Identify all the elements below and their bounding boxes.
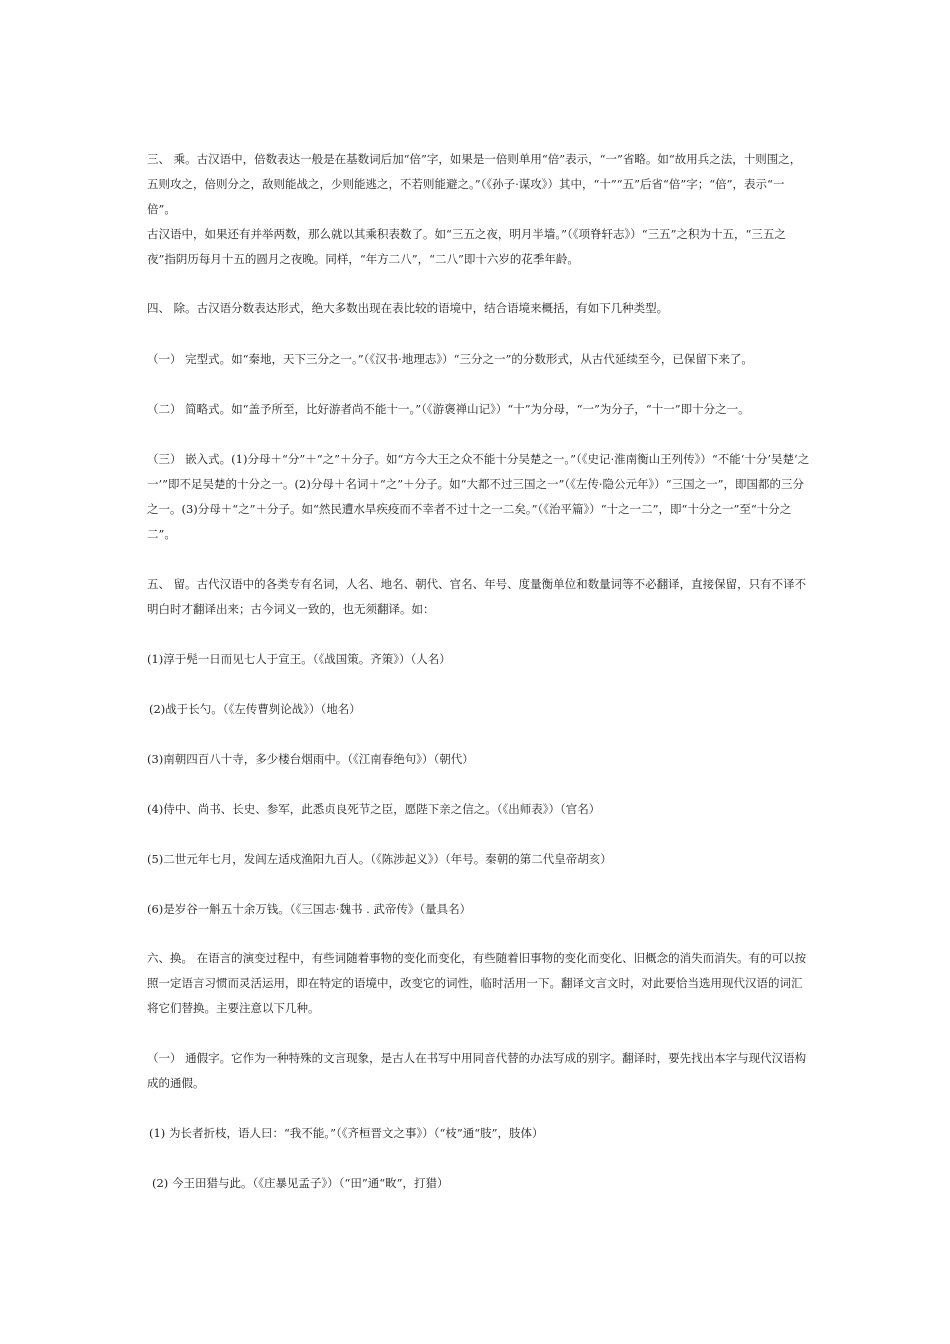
example-dynasty: (3)南朝四百八十寺，多少楼台烟雨中。（《江南春绝句》）（朝代） xyxy=(147,752,474,766)
paragraph-divide: 四、 除。古汉语分数表达形式，绝大多数出现在表比较的语境中，结合语境来概括，有如下几种类型。 xyxy=(147,301,669,315)
example-loan-2: (2) 今王田猎与此。（《庄暴见孟子》）（“田”通“畋”，打猎） xyxy=(152,1176,449,1190)
paragraph-replace: 六、换。 在语言的演变过程中，有些词随着事物的变化而变化，有些随着旧事物的变化而变化、旧概念的消失而消失。有的可以按照一定语言习惯而灵活运用，即在特定的语境中，改变它的词性，临时活用一下。翻译文言文时，对此要恰当选用现代汉语的词汇将它们替换。主要注意以下几种。 xyxy=(147,951,807,1015)
paragraph-retain: 五、 留。古代汉语中的各类专有名词，人名、地名、朝代、官名、年号、度量衡单位和数量词等不必翻译，直接保留，只有不译不明白时才翻译出来；古今词义一致的，也无须翻译。如： xyxy=(147,577,807,616)
paragraph-multiply: 三、 乘。古汉语中，倍数表达一般是在基数词后加“倍”字，如果是一倍则单用“倍”表示，“一”省略。如“故用兵之法，十则围之，五则攻之，倍则分之，敌则能战之，少则能逃之，不若则能避之。”（《孙子·谋攻》）其中，“十”“五”后省“倍”字；“倍”，表示“一倍”。 xyxy=(147,152,802,216)
example-loan-1: (1) 为长者折枝，语人曰：“我不能。”（《齐桓晋文之事》）（“枝”通“肢”，肢体） xyxy=(149,1126,544,1140)
example-place-name: (2)战于长勺。（《左传曹刿论战》）（地名） xyxy=(149,702,361,716)
example-person-name: (1)淳于髡一日而见七人于宣王。（《战国策。齐策》）（人名） xyxy=(147,652,451,666)
example-measure: (6)是岁谷一斛五十余万钱。（《三国志·魏书 . 武帝传》（量具名） xyxy=(147,902,472,916)
example-official-title: (4)侍中、尚书、长史、参军，此悉贞良死节之臣，愿陛下亲之信之。（《出师表》）（官名） xyxy=(147,802,601,816)
paragraph-multiply-products: 古汉语中，如果还有并举两数，那么就以其乘积表数了。如“三五之夜，明月半墙。”（《项脊轩志》）“三五”之积为十五，“三五之夜”指阴历每月十五的圆月之夜晚。同样，“年方二八”，“二八”即十六岁的花季年龄。 xyxy=(147,227,786,266)
paragraph-loan-characters: （一） 通假字。它作为一种特殊的文言现象，是古人在书写中用同音代替的办法写成的别字。翻译时，要先找出本字与现代汉语构成的通假。 xyxy=(147,1051,807,1090)
paragraph-fraction-short: （二） 简略式。如“盖予所至，比好游者尚不能十一。”（《游褒禅山记》）“十”为分母，“一”为分子，“十一”即十分之一。 xyxy=(147,402,750,416)
paragraph-fraction-complete: （一） 完型式。如“秦地，天下三分之一。”（《汉书·地理志》）“三分之一”的分数形式，从古代延续至今，已保留下来了。 xyxy=(147,352,753,366)
paragraph-fraction-embedded: （三） 嵌入式。(1)分母＋“分”＋“之”＋分子。如“方今大王之众不能十分吴楚之一。”（《史记·淮南衡山王列传》）“不能‘十分’吴楚‘之一’”即不足吴楚的十分之一。(2)分母＋名词＋“之”＋分子。如“大都不过三国之一”（《左传·隐公元年》）“三国之一”，即国都的三分之一。(3)分母＋“之”＋分子。如“然民遭水旱疾疫而不幸者不过十之一二矣。”（《治平篇》）“十之一二”，即“十分之一”至“十分之二”。 xyxy=(147,452,810,541)
example-era-name: (5)二世元年七月，发闾左适戍渔阳九百人。（《陈涉起义》）（年号。秦朝的第二代皇帝胡亥） xyxy=(147,852,612,866)
